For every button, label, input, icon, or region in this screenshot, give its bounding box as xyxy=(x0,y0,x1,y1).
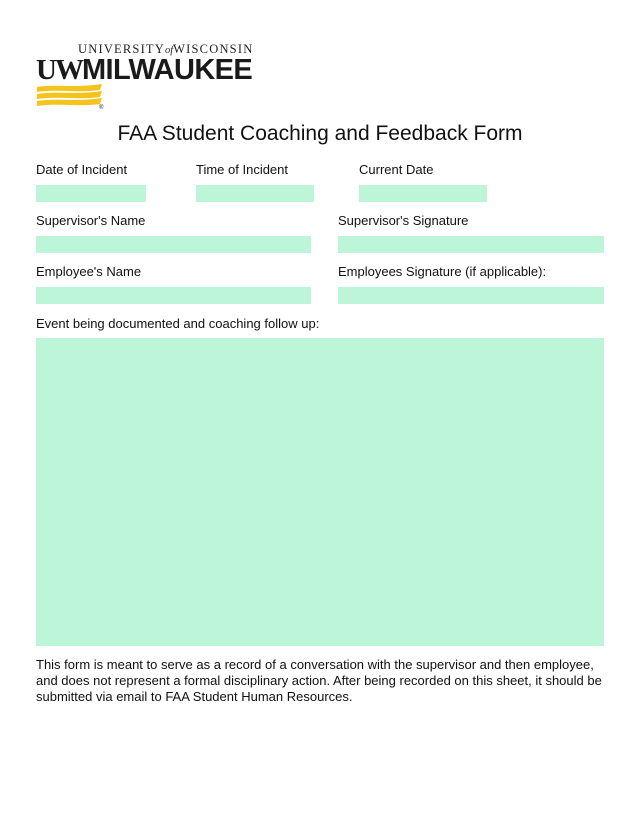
date-of-incident-label: Date of Incident xyxy=(36,162,128,177)
date-of-incident-field[interactable] xyxy=(36,185,146,202)
employee-signature-label: Employees Signature (if applicable): xyxy=(338,264,547,279)
logo-wordmark: UWMILWAUKEE xyxy=(36,54,253,86)
supervisor-name-field[interactable] xyxy=(36,236,311,253)
current-date-label: Current Date xyxy=(359,162,434,177)
event-documented-textarea[interactable] xyxy=(36,338,604,646)
time-of-incident-label: Time of Incident xyxy=(196,162,289,177)
logo-registered: ® xyxy=(99,105,104,110)
supervisor-signature-field[interactable] xyxy=(338,236,604,253)
employee-signature-field[interactable] xyxy=(338,287,604,304)
supervisor-name-label: Supervisor's Name xyxy=(36,213,146,228)
uwm-logo xyxy=(36,40,256,110)
employee-name-label: Employee's Name xyxy=(36,264,142,279)
logo-university-line: UNIVERSITYofWISCONSIN xyxy=(78,42,254,56)
current-date-field[interactable] xyxy=(359,185,487,202)
supervisor-signature-label: Supervisor's Signature xyxy=(338,213,469,228)
event-documented-label: Event being documented and coaching follow up: xyxy=(36,316,320,331)
logo-gold-stripes-icon xyxy=(36,84,108,110)
time-of-incident-field[interactable] xyxy=(196,185,314,202)
form-note: This form is meant to serve as a record of a conversation with the supervisor and then employee, and does not represent a formal disciplinary action. After being recorded on this sheet, it should be submitted via email to FAA Student Human Resources. xyxy=(36,657,602,704)
form-title: FAA Student Coaching and Feedback Form xyxy=(117,122,523,145)
employee-name-field[interactable] xyxy=(36,287,311,304)
